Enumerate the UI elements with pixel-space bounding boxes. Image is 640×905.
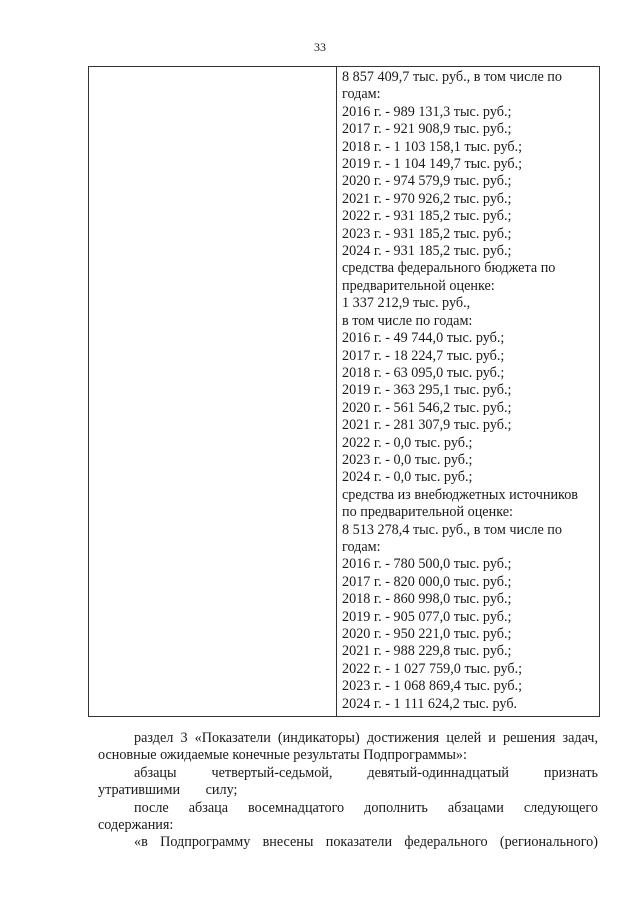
body-text [98,730,598,852]
table-cell-line: 2023 г. - 0,0 тыс. руб.; [342,451,473,468]
table-cell-line: 2017 г. - 820 000,0 тыс. руб.; [342,573,512,590]
table-cell-line: 2024 г. - 0,0 тыс. руб.; [342,469,473,486]
funding-table [88,66,600,716]
table-cell-line: в том числе по годам: [342,312,473,329]
paragraph-invalidate: абзацы четвертый-седьмой, девятый-одиннадцатый признать утратившими силу; [98,764,598,799]
table-cell-line: 2021 г. - 281 307,9 тыс. руб.; [342,417,512,434]
table-cell-line: 2024 г. - 1 111 624,2 тыс. руб. [342,695,518,712]
table-right-cell [342,69,597,713]
table-cell-line: средства федерального бюджета по [342,260,556,277]
table-cell-line: 2023 г. - 1 068 869,4 тыс. руб.; [342,678,523,695]
table-cell-line: 2022 г. - 931 185,2 тыс. руб.; [342,208,512,225]
paragraph-section-3: раздел 3 «Показатели (индикаторы) достижения целей и решения задач, основные ожидаемые конечные результаты Подпрограммы»: [98,730,598,764]
table-cell-line: годам: [342,86,381,103]
table-bottom-border [88,716,600,717]
table-cell-line: 2018 г. - 860 998,0 тыс. руб.; [342,591,512,608]
table-cell-line: 2016 г. - 780 500,0 тыс. руб.; [342,556,512,573]
table-cell-line: 2019 г. - 363 295,1 тыс. руб.; [342,382,512,399]
table-cell-line: 2017 г. - 921 908,9 тыс. руб.; [342,121,512,138]
table-cell-line: предварительной оценке: [342,277,495,294]
table-cell-line: 2023 г. - 931 185,2 тыс. руб.; [342,225,512,242]
table-cell-line: 2022 г. - 1 027 759,0 тыс. руб.; [342,660,523,677]
table-cell-line: средства из внебюджетных источников [342,486,579,503]
column-divider [336,67,337,716]
table-cell-line: 2020 г. - 974 579,9 тыс. руб.; [342,173,512,190]
table-cell-line: 2016 г. - 49 744,0 тыс. руб.; [342,330,505,347]
table-cell-line: 8 857 409,7 тыс. руб., в том числе по [342,69,562,85]
table-cell-line: 2020 г. - 561 546,2 тыс. руб.; [342,399,512,416]
paragraph-supplement: после абзаца восемнадцатого дополнить абзацами следующего содержания: [98,799,598,834]
table-cell-line: 2024 г. - 931 185,2 тыс. руб.; [342,243,512,260]
table-cell-line: 2018 г. - 1 103 158,1 тыс. руб.; [342,138,523,155]
table-cell-line: 2021 г. - 988 229,8 тыс. руб.; [342,643,512,660]
table-cell-line: 2018 г. - 63 095,0 тыс. руб.; [342,364,505,381]
table-cell-line: 2016 г. - 989 131,3 тыс. руб.; [342,103,512,120]
page-number: 33 [314,40,326,54]
table-cell-line: 8 513 278,4 тыс. руб., в том числе по [342,521,562,538]
table-cell-line: 2019 г. - 1 104 149,7 тыс. руб.; [342,156,523,173]
table-cell-line: годам: [342,538,381,555]
table-cell-line: по предварительной оценке: [342,504,513,521]
table-cell-line: 2020 г. - 950 221,0 тыс. руб.; [342,626,512,642]
table-cell-line: 1 337 212,9 тыс. руб., [342,295,471,312]
table-cell-line: 2019 г. - 905 077,0 тыс. руб.; [342,608,512,625]
paragraph-quote: «в Подпрограмму внесены показатели федерального (регионального) [134,834,598,851]
table-cell-line: 2022 г. - 0,0 тыс. руб.; [342,434,473,451]
table-cell-line: 2017 г. - 18 224,7 тыс. руб.; [342,347,505,364]
table-cell-line: 2021 г. - 970 926,2 тыс. руб.; [342,190,512,207]
